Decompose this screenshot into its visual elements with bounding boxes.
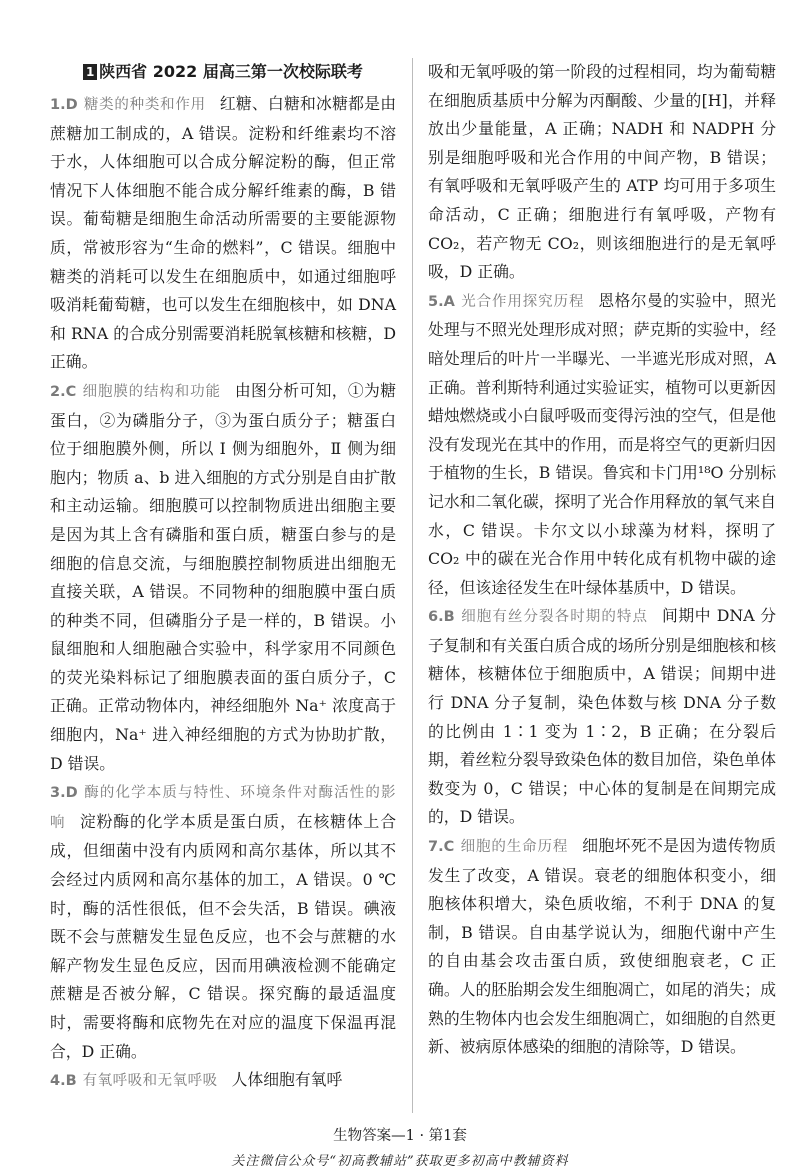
- answer-number: 3.D: [50, 785, 78, 802]
- answer-topic: 酶的化学本质与特性、环境条件对酶活性的影响: [50, 785, 396, 831]
- answer-number: 6.B: [428, 609, 455, 626]
- answer-item: [50, 90, 396, 377]
- answer-number: 4.B: [50, 1073, 77, 1090]
- answer-text: 细胞坏死不是因为遗传物质发生了改变，A 错误。衰老的细胞体积变小，细胞核体积增大，染色质收缩，不利于 DNA 的复制，B 错误。自由基学说认为，细胞代谢中产生的自由基会攻击蛋白质，致使细胞衰老，C 正确。人的胚胎期会发生细胞凋亡，如尾的消失；成熟的生物体内也会发生细胞凋亡，如细胞的自然更新、被病原体感染的细胞的清除等，D 错误。: [428, 836, 776, 1057]
- answer-number: 2.C: [50, 383, 77, 400]
- answer-number: 5.A: [428, 293, 455, 310]
- answer-item: [50, 377, 396, 778]
- page-footer: 生物答案—1 · 第1套: [333, 1128, 467, 1144]
- wechat-notice: 关注微信公众号“初高教辅站”获取更多初高中教辅资料: [231, 1154, 569, 1169]
- answer-topic: 细胞膜的结构和功能: [82, 383, 221, 400]
- answer-item-continued: [428, 58, 776, 287]
- answer-text: 恩格尔曼的实验中，照光处理与不照光处理形成对照；萨克斯的实验中，经暗处理后的叶片一半曝光、一半遮光形成对照，A 正确。普利斯特利通过实验证实，植物可以更新因蜡烛燃烧或小白鼠呼吸而变得污浊的空气，但是他没有发现光在其中的作用，而是将空气的更新归因于植物的生长，B 错误。鲁宾和卡门用¹⁸O 分别标记水和二氧化碳，探明了光合作用释放的氧气来自水，C 错误。卡尔文以小球藻为材料，探明了 CO₂ 中的碳在光合作用中转化成有机物中碳的途径，但该途径发生在叶绿体基质中，D 错误。: [428, 290, 776, 597]
- section-title-text: 陕西省 2022 届高三第一次校际联考: [99, 62, 363, 81]
- answer-text: 淀粉酶的化学本质是蛋白质，在核糖体上合成，但细菌中没有内质网和高尔基体，所以其不会经过内质网和高尔基体的加工，A 错误。0 ℃时，酶的活性很低，但不会失活，B 错误。碘液既不会与蔗糖发生显色反应，也不会与蔗糖的水解产物发生显色反应，因而用碘液检测不能确定蔗糖是否被分解，C 错误。探究酶的最适温度时，需要将酶和底物先在对应的温度下保温再混合，D 正确。: [50, 811, 396, 1061]
- answer-number: 1.D: [50, 97, 78, 113]
- right-column: [428, 58, 776, 1062]
- section-number-badge: 1: [83, 64, 97, 80]
- answer-topic: 光合作用探究历程: [460, 293, 585, 310]
- answer-topic: 糖类的种类和作用: [83, 97, 206, 113]
- answer-text: 吸和无氧呼吸的第一阶段的过程相同，均为葡萄糖在细胞质基质中分解为丙酮酸、少量的[H]，并释放出少量能量，A 正确；NADH 和 NADPH 分别是细胞呼吸和光合作用的中间产物，B 错误；有氧呼吸和无氧呼吸产生的 ATP 均可用于多项生命活动，C 正确；细胞进行有氧呼吸，产物有 CO₂，若产物无 CO₂，则该细胞进行的是无氧呼吸，D 正确。: [428, 62, 776, 282]
- answer-item: [50, 1066, 396, 1096]
- answer-topic: 有氧呼吸和无氧呼吸: [82, 1073, 218, 1090]
- answer-text: 由图分析可知，①为糖蛋白，②为磷脂分子，③为蛋白质分子；糖蛋白位于细胞膜外侧，所以 Ⅰ 侧为细胞外，Ⅱ 侧为细胞内；物质 a、b 进入细胞的方式分别是自由扩散和主动运输。细胞膜可以控制物质进出细胞主要是因为其上含有磷脂和蛋白质，糖蛋白参与的是细胞的信息交流，与细胞膜控制物质进出细胞无直接关联，A 错误。不同物种的细胞膜中蛋白质的种类不同，但磷脂分子是一样的，B 错误。小鼠细胞和人细胞融合实验中，科学家用不同颜色的荧光染料标记了细胞膜表面的蛋白质分子，C 正确。正常动物体内，神经细胞外 Na⁺ 浓度高于细胞内，Na⁺ 进入神经细胞的方式为协助扩散，D 错误。: [50, 380, 396, 773]
- answer-topic: 细胞有丝分裂各时期的特点: [460, 609, 649, 626]
- answer-text: 间期中 DNA 分子复制和有关蛋白质合成的场所分别是细胞核和核糖体，核糖体位于细胞质中，A 错误；间期中进行 DNA 分子复制，染色体数与核 DNA 分子数的比例由 1∶1 变为 1∶2，B 正确；在分裂后期，着丝粒分裂导致染色体的数目加倍，染色单体数变为 0，C 错误；中心体的复制是在间期完成的，D 错误。: [428, 606, 776, 827]
- answer-item: [50, 778, 396, 1066]
- answer-item: [428, 287, 776, 603]
- answer-topic: 细胞的生命历程: [460, 839, 569, 856]
- column-divider: [412, 58, 413, 1113]
- answer-item: [428, 602, 776, 832]
- answer-number: 7.C: [428, 839, 455, 856]
- answer-text: 人体细胞有氧呼: [231, 1070, 343, 1090]
- answer-text: 红糖、白糖和冰糖都是由蔗糖加工制成的，A 错误。淀粉和纤维素均不溶于水，人体细胞可以合成分解淀粉的酶，但正常情况下人体细胞不能合成分解纤维素的酶，B 错误。葡萄糖是细胞生命活动所需要的主要能源物质，常被形容为“生命的燃料”，C 错误。细胞中糖类的消耗可以发生在细胞质中，如通过细胞呼吸消耗葡萄糖，也可以发生在细胞核中，如 DNA 和 RNA 的合成分别需要消耗脱氧核糖和核糖，D 正确。: [50, 94, 396, 372]
- answer-item: [428, 832, 776, 1062]
- left-column: [50, 58, 396, 1096]
- section-title: [50, 58, 396, 86]
